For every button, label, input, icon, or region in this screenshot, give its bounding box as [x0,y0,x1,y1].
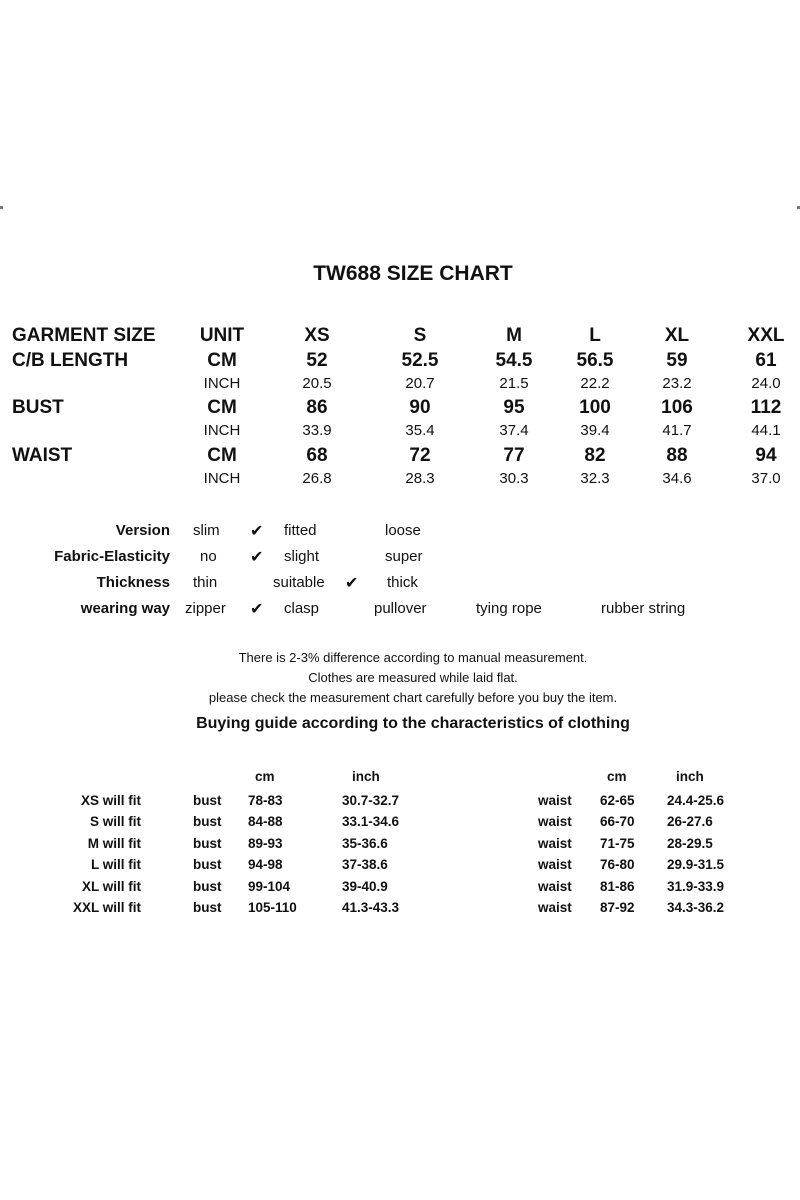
row-label-bust: BUST [12,397,64,418]
value-inch: 41.7 [662,422,692,439]
size-header-l: L [589,325,601,346]
value-cm: 112 [750,397,782,418]
guide-bust-cm: 94-98 [248,857,283,872]
size-header-s: S [413,325,427,346]
check-mark-icon: ✔ [345,575,359,592]
attr-option: zipper [185,600,226,617]
guide-bust-inch: 39-40.9 [342,879,388,894]
value-cm: 100 [579,397,611,418]
attr-option: suitable [273,574,325,591]
value-cm: 56.5 [576,350,614,371]
check-mark-icon: ✔ [250,549,264,566]
row-label-waist: WAIST [12,445,73,466]
guide-bust-label: bust [193,879,222,894]
size-header-m: M [506,325,522,346]
guide-bust-inch: 37-38.6 [342,857,388,872]
guide-bust-cm: 89-93 [248,836,283,851]
value-cm: 59 [666,350,688,371]
attr-option: loose [385,522,421,539]
value-cm: 68 [306,445,328,466]
value-inch: 24.0 [751,375,781,392]
guide-bust-label: bust [193,900,222,915]
value-inch: 37.0 [751,470,781,487]
check-mark-icon: ✔ [250,523,264,540]
guide-waist-label: waist [538,857,572,872]
value-inch: 21.5 [499,375,529,392]
guide-bust-inch: 33.1-34.6 [342,814,400,829]
value-inch: 44.1 [751,422,781,439]
guide-bust-inch: 41.3-43.3 [342,900,400,915]
value-inch: 22.2 [580,375,610,392]
attr-option: slight [284,548,320,565]
value-inch: 20.7 [405,375,435,392]
attr-option: tying rope [476,600,542,617]
attr-option: thin [193,574,218,591]
value-cm: 54.5 [495,350,533,371]
guide-cm-header: cm [255,769,275,784]
unit-inch: INCH [203,470,241,487]
attr-option: no [200,548,217,565]
size-header-xl: XL [664,325,690,346]
guide-row-label: XXL will fit [72,900,141,915]
unit-inch: INCH [203,422,241,439]
value-inch: 20.5 [302,375,332,392]
buying-guide-title: Buying guide according to the characteristics of clothing [196,715,630,732]
value-inch: 39.4 [580,422,610,439]
attr-option: fitted [284,522,317,539]
guide-row-label: M will fit [87,836,141,851]
guide-waist-label: waist [538,793,572,808]
note-line: There is 2-3% difference according to manual measurement. [238,650,588,665]
guide-waist-inch: 26-27.6 [667,814,713,829]
guide-bust-label: bust [193,814,222,829]
guide-bust-label: bust [193,836,222,851]
unit-cm: CM [207,397,237,418]
value-cm: 94 [755,445,777,466]
note-line: please check the measurement chart carefully before you buy the item. [208,690,618,705]
size-header-xxl: XXL [747,325,785,346]
value-cm: 52 [306,350,328,371]
guide-bust-cm: 78-83 [248,793,283,808]
guide-bust-cm: 84-88 [248,814,283,829]
guide-waist-inch: 29.9-31.5 [667,857,725,872]
unit-cm: CM [207,350,237,371]
value-cm: 90 [409,397,431,418]
attr-option: clasp [284,600,320,617]
value-inch: 33.9 [302,422,332,439]
value-inch: 37.4 [499,422,529,439]
guide-waist-cm: 81-86 [600,879,635,894]
guide-waist-label: waist [538,814,572,829]
guide-waist-inch: 31.9-33.9 [667,879,725,894]
value-inch: 26.8 [302,470,332,487]
value-cm: 95 [503,397,525,418]
guide-inch-header: inch [676,769,704,784]
value-inch: 30.3 [499,470,529,487]
guide-waist-label: waist [538,836,572,851]
value-cm: 61 [755,350,777,371]
value-inch: 28.3 [405,470,435,487]
guide-row-label: XL will fit [81,879,141,894]
guide-cm-header: cm [607,769,627,784]
value-inch: 35.4 [405,422,435,439]
guide-inch-header: inch [352,769,380,784]
row-label-cb-length: C/B LENGTH [12,350,129,371]
chart-title: TW688 SIZE CHART [313,262,513,285]
edge-mark-left [0,206,3,209]
value-inch: 34.6 [662,470,692,487]
unit-cm: CM [207,445,237,466]
attr-label-thickness: Thickness [96,574,170,591]
value-cm: 72 [409,445,431,466]
guide-row-label: XS will fit [80,793,141,808]
guide-waist-cm: 66-70 [600,814,635,829]
guide-bust-cm: 105-110 [248,900,297,915]
guide-bust-label: bust [193,793,222,808]
guide-waist-cm: 71-75 [600,836,635,851]
attr-option: pullover [374,600,427,617]
guide-waist-inch: 34.3-36.2 [667,900,725,915]
value-cm: 52.5 [401,350,439,371]
attr-label-fabric-elasticity: Fabric-Elasticity [54,548,170,565]
value-cm: 82 [584,445,606,466]
guide-row-label: L will fit [91,857,141,872]
guide-waist-label: waist [538,900,572,915]
unit-inch: INCH [203,375,241,392]
note-line: Clothes are measured while laid flat. [308,670,518,685]
guide-waist-cm: 62-65 [600,793,635,808]
attr-label-wearing-way: wearing way [80,600,170,617]
guide-bust-label: bust [193,857,222,872]
guide-waist-cm: 76-80 [600,857,635,872]
value-cm: 86 [306,397,328,418]
guide-waist-inch: 24.4-25.6 [667,793,725,808]
guide-bust-inch: 35-36.6 [342,836,388,851]
value-cm: 77 [503,445,525,466]
attr-option: thick [387,574,418,591]
unit-header: UNIT [199,325,245,346]
garment-size-header: GARMENT SIZE [12,325,156,346]
guide-waist-inch: 28-29.5 [667,836,713,851]
attr-option: super [385,548,423,565]
value-inch: 23.2 [662,375,692,392]
size-header-xs: XS [304,325,330,346]
attr-option: rubber string [601,600,686,617]
value-cm: 106 [661,397,693,418]
attr-option: slim [193,522,220,539]
check-mark-icon: ✔ [250,601,264,618]
guide-row-label: S will fit [89,814,141,829]
guide-waist-cm: 87-92 [600,900,635,915]
value-cm: 88 [666,445,688,466]
guide-bust-cm: 99-104 [248,879,291,894]
guide-waist-label: waist [538,879,572,894]
attr-label-version: Version [115,522,170,539]
guide-bust-inch: 30.7-32.7 [342,793,400,808]
value-inch: 32.3 [580,470,610,487]
